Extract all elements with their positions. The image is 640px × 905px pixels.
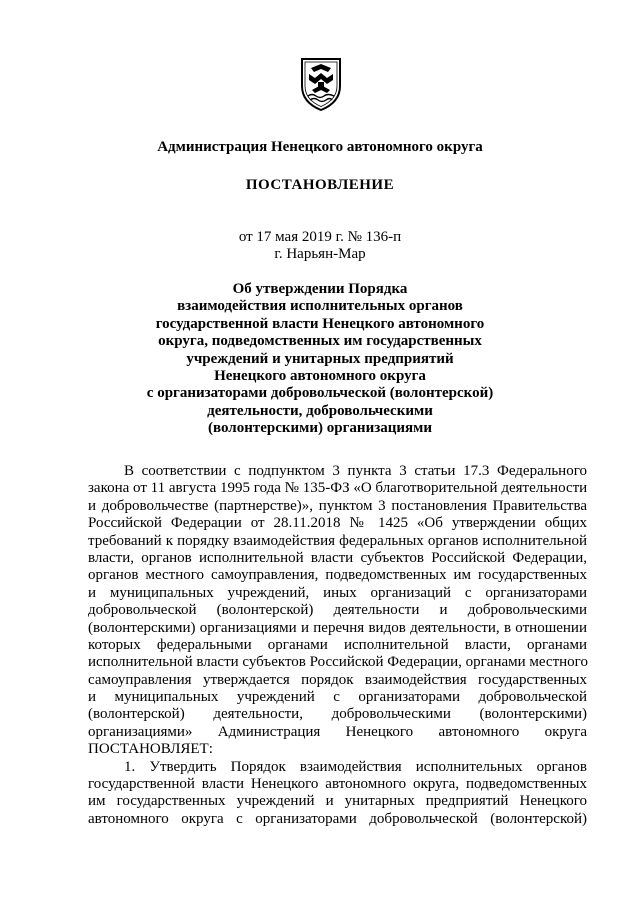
title-line: учреждений и унитарных предприятий bbox=[186, 350, 454, 367]
body-line: самоуправления утверждается порядок взаимодействия государственных bbox=[88, 671, 587, 688]
body-line: требований к порядку взаимодействия федеральных органов исполнительной bbox=[88, 532, 587, 549]
body-line: органов местного самоуправления, подведомственных им государственных bbox=[88, 567, 587, 584]
title-line: округа, подведомственных им государственных bbox=[158, 333, 482, 350]
document-title bbox=[60, 281, 580, 438]
body-line: власти, органов исполнительной власти субъектов Российской Федерации, bbox=[88, 549, 587, 566]
coat-of-arms-icon bbox=[299, 56, 343, 112]
document-type: ПОСТАНОВЛЕНИЕ bbox=[245, 177, 395, 193]
title-line: с организаторами добровольческой (волонтерской) bbox=[146, 385, 494, 402]
body-line: им государственных учреждений и унитарных предприятий Ненецкого bbox=[88, 793, 587, 810]
body-line: автономного округа с организаторами добровольческой (волонтерской) bbox=[88, 810, 587, 827]
body-line: (волонтерской) деятельности, добровольческими (волонтерскими) bbox=[88, 706, 587, 723]
body-line: добровольческой (волонтерской) деятельности и добровольческими bbox=[88, 602, 587, 619]
title-line: Об утверждении Порядка bbox=[232, 281, 408, 297]
body-line: закона от 11 августа 1995 года № 135-ФЗ «О благотворительной деятельности bbox=[88, 480, 588, 497]
body-line-item-1: 1. Утвердить Порядок взаимодействия исполнительных органов bbox=[124, 758, 587, 775]
organization-name: Администрация Ненецкого автономного округа bbox=[157, 139, 483, 155]
body-line: организациями» Администрация Ненецкого автономного округа bbox=[88, 723, 587, 740]
body-line: исполнительной власти субъектов Российской Федерации, органами местного bbox=[88, 654, 588, 671]
body-line: и муниципальных учреждений с организаторами добровольческой bbox=[88, 689, 587, 706]
title-line: Ненецкого автономного округа bbox=[214, 368, 426, 385]
document-place: г. Нарьян-Мар bbox=[274, 246, 366, 262]
body-line: которых федеральными органами исполнительной власти, органами bbox=[88, 636, 587, 653]
title-line: (волонтерскими) организациями bbox=[208, 420, 432, 437]
title-line: деятельности, добровольческими bbox=[207, 402, 433, 419]
body-line-resolution: ПОСТАНОВЛЯЕТ: bbox=[88, 741, 213, 758]
document-body bbox=[88, 463, 587, 828]
body-line: В соответствии с подпунктом 3 пункта 3 статьи 17.3 Федерального bbox=[124, 463, 587, 479]
body-line: (волонтерскими) организациями и перечня видов деятельности, в отношении bbox=[88, 619, 587, 636]
body-line: и муниципальных учреждений, иных организаций с организаторами bbox=[88, 584, 587, 601]
body-line: и добровольчестве (партнерстве)», пунктом 3 постановления Правительства bbox=[88, 497, 587, 514]
body-line: Российской Федерации от 28.11.2018 № 1425 «Об утверждении общих bbox=[88, 515, 587, 532]
title-line: взаимодействия исполнительных органов bbox=[177, 298, 463, 315]
document-date-number: от 17 мая 2019 г. № 136-п bbox=[238, 229, 402, 245]
title-line: государственной власти Ненецкого автономного bbox=[155, 315, 485, 332]
body-line: государственной власти Ненецкого автономного округа, подведомственных bbox=[88, 776, 587, 793]
